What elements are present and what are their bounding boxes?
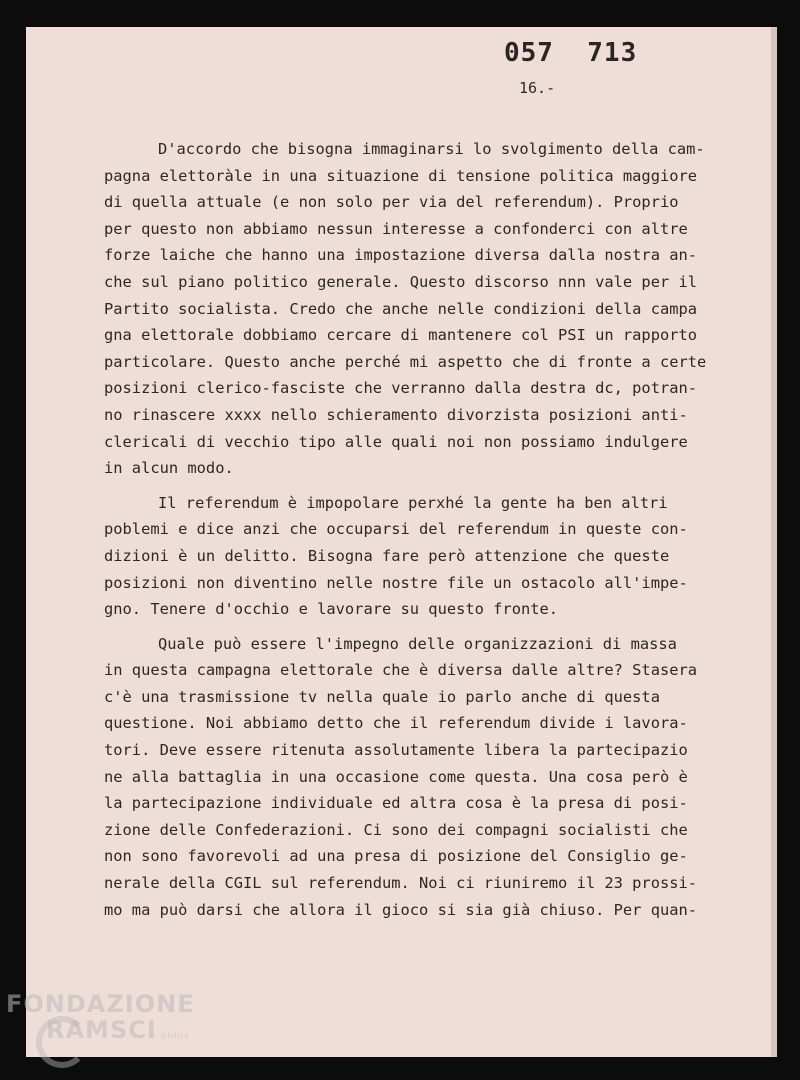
text-line: nerale della CGIL sul referendum. Noi ci riuniremo il 23 prossi- [104, 874, 698, 893]
text-line: particolare. Questo anche perché mi aspetto che di fronte a certe [104, 352, 707, 371]
text-line: gno. Tenere d'occhio e lavorare su questo fronte. [104, 600, 559, 619]
paragraph-gap [104, 482, 744, 490]
text-line: Partito socialista. Credo che anche nelle condizioni della campa [104, 299, 698, 318]
text-line: pagna elettoràle in una situazione di tensione politica maggiore [104, 166, 698, 185]
text-line: ne alla battaglia in una occasione come questa. Una cosa però è [104, 767, 688, 786]
watermark-line1: FONDAZIONE [6, 990, 195, 1018]
text-line: posizioni non diventino nelle nostre file un ostacolo all'impe- [104, 573, 688, 592]
text-line: di quella attuale (e non solo per via del referendum). Proprio [104, 193, 679, 212]
page-number: 16.- [519, 79, 556, 97]
text-line: mo ma può darsi che allora il gioco si sia già chiuso. Per quan- [104, 900, 698, 919]
watermark-g-logo-icon [36, 1016, 88, 1068]
text-line: poblemi e dice anzi che occuparsi del referendum in queste con- [104, 520, 688, 539]
paragraph-1 [104, 136, 744, 482]
watermark-suffix: onlus [160, 1031, 190, 1041]
text-line: in questa campagna elettorale che è diversa dalle altre? Stasera [104, 661, 698, 680]
text-line: che sul piano politico generale. Questo discorso nnn vale per il [104, 272, 698, 291]
watermark-line2 [6, 1018, 195, 1042]
text-line: Il referendum è impopolare perxhé la gente ha ben altri [158, 493, 668, 512]
text-line: forze laiche che hanno una impostazione diversa dalla nostra an- [104, 246, 698, 265]
archive-number: 057 713 [504, 38, 638, 68]
text-line: clericali di vecchio tipo alle quali noi non possiamo indulgere [104, 432, 688, 451]
text-line: gna elettorale dobbiamo cercare di mantenere col PSI un rapporto [104, 326, 698, 345]
text-line: per questo non abbiamo nessun interesse a confonderci con altre [104, 219, 688, 238]
text-line: D'accordo che bisogna immaginarsi lo svolgimento della cam- [158, 140, 705, 158]
text-line: la partecipazione individuale ed altra cosa è la presa di posi- [104, 794, 688, 813]
text-line: no rinascere xxxx nello schieramento divorzista posizioni anti- [104, 405, 688, 424]
text-line: tori. Deve essere ritenuta assolutamente libera la partecipazio [104, 741, 688, 760]
text-line: zione delle Confederazioni. Ci sono dei compagni socialisti che [104, 820, 688, 839]
text-line: in alcun modo. [104, 459, 234, 478]
text-line: dizioni è un delitto. Bisogna fare però attenzione che queste [104, 546, 670, 565]
page-edge [771, 27, 777, 1057]
body-text [104, 136, 744, 923]
fondazione-gramsci-watermark [6, 992, 195, 1042]
watermark-line2-text: RAMSCI [46, 1016, 157, 1044]
paragraph-2 [104, 490, 744, 623]
text-line: non sono favorevoli ad una presa di posizione del Consiglio ge- [104, 847, 688, 866]
text-line: questione. Noi abbiamo detto che il referendum divide i lavora- [104, 714, 688, 733]
text-line: c'è una trasmissione tv nella quale io parlo anche di questa [104, 687, 660, 706]
paragraph-gap [104, 623, 744, 631]
paragraph-3 [104, 631, 744, 924]
text-line: posizioni clerico-fasciste che verranno dalla destra dc, potran- [104, 379, 698, 398]
text-line: Quale può essere l'impegno delle organizzazioni di massa [158, 634, 677, 653]
